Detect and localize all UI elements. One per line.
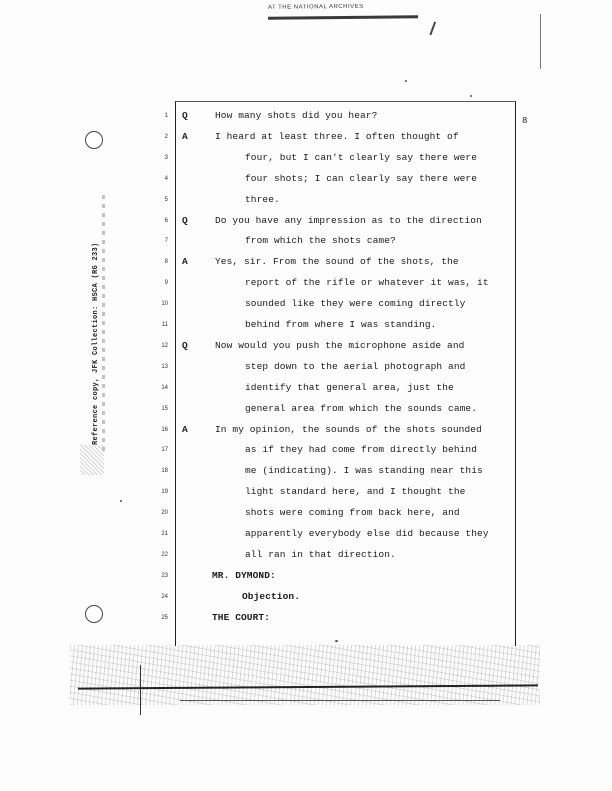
line-number: 9: [164, 280, 168, 287]
line-text: as if they had come from directly behind: [245, 444, 478, 456]
line-text: Yes, sir. From the sound of the shots, the: [215, 256, 459, 268]
transcript-line: [0, 424, 612, 442]
transcript-line: [0, 298, 612, 316]
line-text: from which the shots came?: [245, 235, 396, 247]
line-text: four shots; I can clearly say there were: [245, 172, 478, 184]
line-number: 20: [161, 510, 168, 517]
line-number: 1: [164, 113, 168, 119]
transcript-line: [0, 131, 612, 149]
line-number: 14: [161, 384, 168, 391]
bottom-rule-secondary: [180, 700, 500, 701]
line-text: Objection.: [242, 590, 301, 602]
line-text: I heard at least three. I often thought of: [215, 130, 459, 142]
page-number: 8: [522, 116, 528, 126]
line-text: step down to the aerial photograph and: [245, 360, 466, 372]
line-text: Do you have any impression as to the direction: [215, 214, 482, 226]
line-text: three.: [245, 193, 280, 205]
line-text: behind from where I was standing.: [245, 319, 437, 330]
line-text: apparently everybody else did because they: [245, 528, 489, 539]
transcript-line: [0, 382, 612, 400]
line-text: How many shots did you hear?: [215, 110, 378, 121]
archive-stamp: AT THE NATIONAL ARCHIVES: [268, 3, 418, 20]
line-text: Now would you push the microphone aside and: [215, 339, 465, 351]
line-number: 8: [164, 259, 168, 266]
speaker-marker: A: [182, 130, 188, 142]
speck: [120, 500, 122, 502]
line-number: 15: [161, 405, 168, 412]
line-number: 19: [161, 489, 168, 496]
line-text: four, but I can't clearly say there were: [245, 151, 478, 163]
line-number: 11: [161, 322, 168, 328]
line-text: THE COURT:: [212, 611, 271, 623]
line-text: In my opinion, the sounds of the shots sounded: [215, 423, 482, 435]
line-number: 21: [161, 531, 168, 537]
reference-copy-label: Reference copy, JFK Collection: HSCA (RG 233): [92, 242, 100, 445]
transcript-line: [0, 507, 612, 525]
speaker-marker: Q: [182, 214, 188, 226]
transcript-line: [0, 403, 612, 421]
speaker-marker: A: [182, 423, 188, 435]
line-text: all ran in that direction.: [245, 548, 396, 560]
line-number: 6: [164, 217, 168, 224]
line-number: 10: [161, 301, 168, 308]
line-number: 7: [164, 238, 168, 245]
transcript-line: [0, 319, 612, 337]
line-text: identify that general area, just the: [245, 381, 454, 393]
line-number: 25: [161, 614, 168, 621]
line-number: 24: [161, 593, 168, 600]
speaker-marker: Q: [182, 339, 188, 351]
margin-mark: [540, 14, 541, 69]
line-number: 17: [161, 447, 168, 454]
line-number: 22: [161, 551, 168, 558]
transcript-line: [0, 173, 612, 191]
transcript-line: [0, 277, 612, 295]
line-text: report of the rifle or whatever it was, it: [245, 277, 489, 289]
line-number: 5: [164, 196, 168, 203]
line-number: 12: [161, 342, 168, 349]
line-text: light standard here, and I thought the: [245, 486, 466, 498]
speaker-marker: A: [182, 256, 188, 268]
transcript-line: [0, 465, 612, 483]
line-number: 13: [161, 363, 168, 370]
transcript-line: [0, 361, 612, 379]
scan-mark: [140, 665, 141, 715]
transcript-line: [0, 340, 612, 358]
line-text: general area from which the sounds came.: [245, 402, 478, 414]
transcript-line: [0, 194, 612, 212]
transcript-line: [0, 235, 612, 253]
stamp-mark: [422, 19, 436, 36]
line-number: 3: [164, 154, 168, 161]
speaker-marker: Q: [182, 110, 188, 121]
transcript-line: [0, 444, 612, 462]
speck: [335, 640, 338, 642]
transcript-line: [0, 152, 612, 170]
line-text: MR. DYMOND:: [212, 569, 276, 581]
transcript-line: [0, 110, 612, 128]
transcript-line: [0, 591, 612, 609]
transcript-line: [0, 612, 612, 630]
transcript-line: [0, 549, 612, 567]
line-text: me (indicating). I was standing near this: [245, 465, 483, 477]
line-number: 18: [161, 468, 168, 475]
transcript-line: [0, 570, 612, 588]
transcript-line: [0, 215, 612, 233]
line-text: sounded like they were coming directly: [245, 298, 466, 310]
line-number: 2: [164, 133, 168, 140]
transcript-line: [0, 256, 612, 274]
transcript-line: [0, 486, 612, 504]
transcript-line: [0, 528, 612, 546]
line-number: 4: [164, 175, 168, 182]
line-number: 16: [161, 426, 168, 433]
line-text: shots were coming from back here, and: [245, 507, 460, 519]
speck: [405, 80, 407, 82]
speck: [470, 95, 472, 97]
line-number: 23: [161, 572, 168, 579]
